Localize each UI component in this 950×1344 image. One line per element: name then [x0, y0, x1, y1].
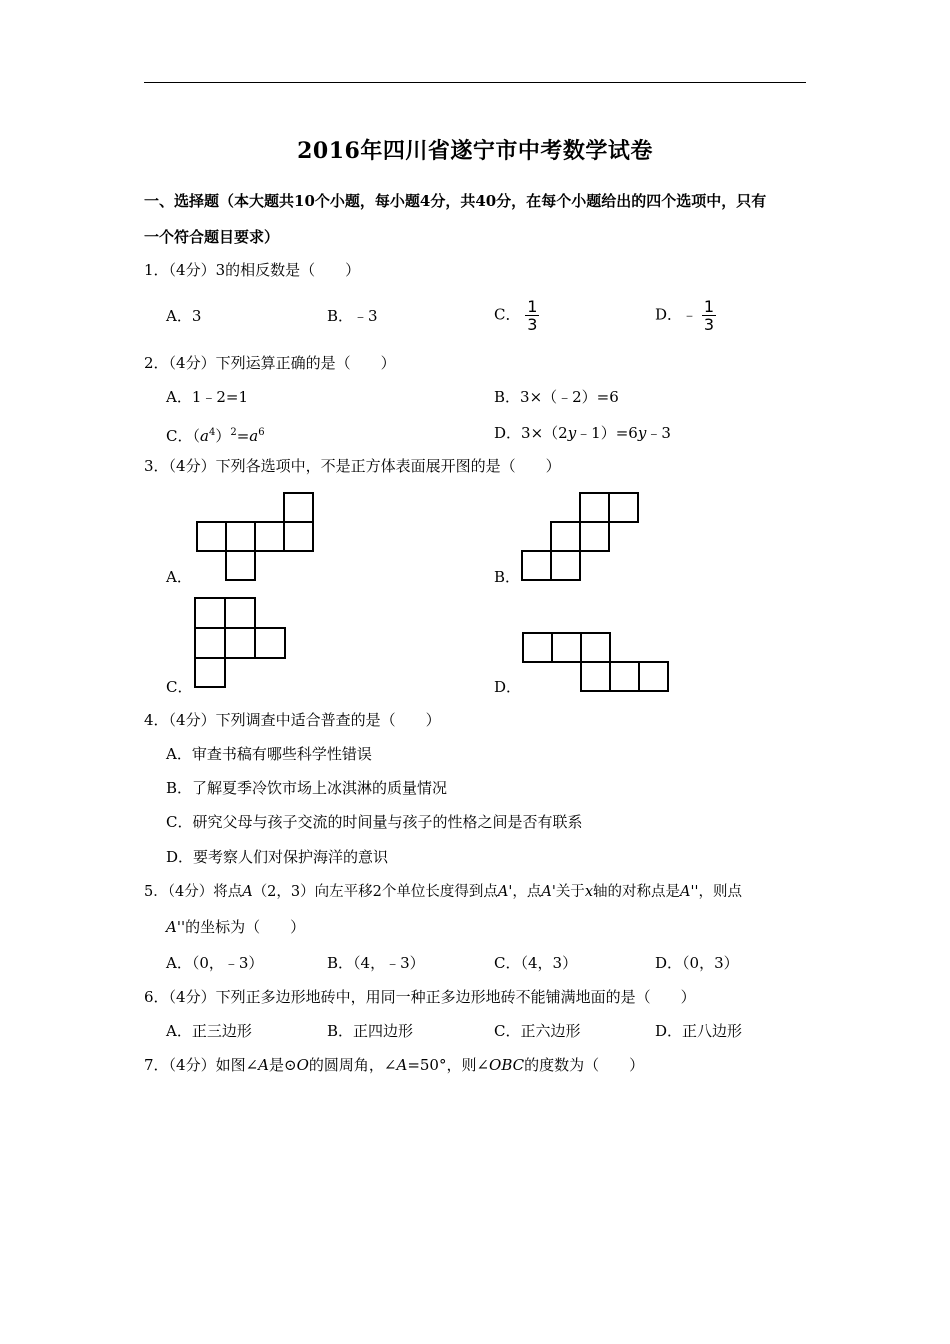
- q4-option-c: C．研究父母与孩子交流的时间量与孩子的性格之间是否有联系: [166, 813, 583, 831]
- q2-option-c-equals: =: [236, 427, 250, 445]
- q2-option-b: B．3×（﹣2）=6: [494, 388, 619, 406]
- q1-option-a: A．3: [166, 307, 202, 325]
- q6-option-d: D．正八边形: [655, 1022, 743, 1040]
- q3-stem: 3．（4分）下列各选项中，不是正方体表面展开图的是（ ）: [144, 457, 561, 475]
- q2-option-c-exp-2: 2: [230, 427, 237, 438]
- q2-option-d-suffix: ﹣3: [646, 424, 671, 442]
- q5-option-a: A．（0，﹣3）: [166, 954, 264, 972]
- header-rule: [144, 82, 806, 83]
- q2-option-c-prefix: C．（: [166, 427, 200, 445]
- q2-option-d-middle: ﹣1）=6: [576, 424, 638, 442]
- q5-text-4: 关于: [555, 884, 585, 900]
- q5-text-2: （2，3）向左平移2个单位长度得到点: [252, 884, 498, 900]
- q2-option-c-paren: ）: [215, 427, 231, 445]
- q5-option-c: C．（4，3）: [494, 954, 578, 972]
- q5-option-b: B．（4，﹣3）: [327, 954, 425, 972]
- q3-option-c-label: C．: [166, 678, 193, 696]
- q5-point-a: A: [242, 884, 253, 900]
- q7-angle-a-2: A: [396, 1056, 408, 1074]
- q1-option-d-fraction: [702, 298, 716, 333]
- q1-option-d: [655, 298, 716, 333]
- q4-option-a: A．审查书稿有哪些科学性错误: [166, 745, 372, 763]
- q5-point-a-prime: A': [497, 884, 513, 900]
- q6-option-c: C．正六边形: [494, 1022, 581, 1040]
- q4-option-d: D．要考察人们对保护海洋的意识: [166, 848, 389, 866]
- q6-option-a: A．正三边形: [166, 1022, 252, 1040]
- q7-text-3: 的圆周角，∠: [308, 1056, 397, 1074]
- q2-option-c-var-a2: a: [249, 427, 259, 445]
- q3-option-b-label: B．: [494, 568, 521, 586]
- q5-point-a-double-prime-2: A'': [166, 918, 186, 936]
- q6-stem: 6．（4分）下列正多边形地砖中，用同一种正多边形地砖不能铺满地面的是（ ）: [144, 988, 696, 1006]
- q3-option-a-label: A．: [166, 568, 192, 586]
- q7-angle-a: A: [258, 1056, 269, 1074]
- q5-text-7: 的坐标为（ ）: [185, 918, 306, 936]
- q3-option-a-net-figure: [196, 492, 316, 582]
- q3-option-d-label: D．: [494, 678, 522, 696]
- q7-text-4: =50°，则∠: [407, 1056, 490, 1074]
- q1-option-c-fraction: [525, 298, 539, 333]
- q5-x-axis: x: [584, 884, 593, 900]
- q7-text-1: 7．（4分）如图∠: [144, 1056, 259, 1074]
- q6-option-b: B．正四边形: [327, 1022, 414, 1040]
- q2-option-d: [494, 423, 671, 443]
- q1-option-b: B．﹣3: [327, 307, 378, 325]
- q4-option-b: B．了解夏季冷饮市场上冰淇淋的质量情况: [166, 779, 448, 797]
- section-heading-line2: 一个符合题目要求）: [144, 228, 280, 246]
- q2-option-d-prefix: D．3×（2: [494, 424, 568, 442]
- q1-option-c: [494, 298, 539, 333]
- q1-option-d-label: D．﹣: [655, 305, 698, 324]
- q5-text-5: 轴的对称点是: [593, 884, 680, 900]
- q1-option-c-denominator: 3: [527, 315, 538, 334]
- q2-option-c-var-a: a: [199, 427, 209, 445]
- q5-text-1: 5．（4分）将点: [144, 884, 243, 900]
- q2-stem: 2．（4分）下列运算正确的是（ ）: [144, 354, 396, 372]
- q5-text-6: ，则点: [698, 884, 742, 900]
- q7-stem: [144, 1055, 644, 1075]
- q1-option-d-numerator: 1: [703, 297, 714, 316]
- q1-option-d-denominator: 3: [703, 315, 714, 334]
- q5-point-a-double-prime: A'': [680, 884, 699, 900]
- q2-option-a: A．1﹣2=1: [166, 388, 249, 406]
- q7-text-2: 是⊙: [269, 1056, 297, 1074]
- q5-point-a-prime-2: A': [541, 884, 556, 900]
- q1-option-c-label: C．: [494, 305, 521, 324]
- q3-option-d-net-figure: [522, 632, 672, 694]
- q4-stem: 4．（4分）下列调查中适合普查的是（ ）: [144, 711, 441, 729]
- q5-stem-line2: [166, 917, 305, 937]
- q5-text-3: ，点: [512, 884, 542, 900]
- q2-option-c: [166, 423, 265, 446]
- q2-option-d-var-y2: y: [637, 424, 647, 442]
- page-title: 2016年四川省遂宁市中考数学试卷: [297, 138, 653, 164]
- q1-stem: 1．（4分）3的相反数是（ ）: [144, 261, 361, 279]
- q5-option-d: D．（0，3）: [655, 954, 739, 972]
- q7-angle-obc: OBC: [489, 1056, 525, 1074]
- q1-option-c-numerator: 1: [527, 297, 538, 316]
- q3-option-b-net-figure: [521, 492, 643, 582]
- q2-option-d-var-y: y: [567, 424, 577, 442]
- q7-circle-o: O: [296, 1056, 309, 1074]
- q5-stem-line1: [144, 882, 742, 902]
- q2-option-c-exp-4: 4: [208, 427, 216, 438]
- q3-option-c-net-figure: [194, 597, 288, 689]
- q2-option-c-exp-6: 6: [258, 427, 265, 438]
- section-heading-line1: 一、选择题（本大题共10个小题，每小题4分，共40分，在每个小题给出的四个选项中，只有: [144, 192, 767, 210]
- q7-text-5: 的度数为（ ）: [524, 1056, 645, 1074]
